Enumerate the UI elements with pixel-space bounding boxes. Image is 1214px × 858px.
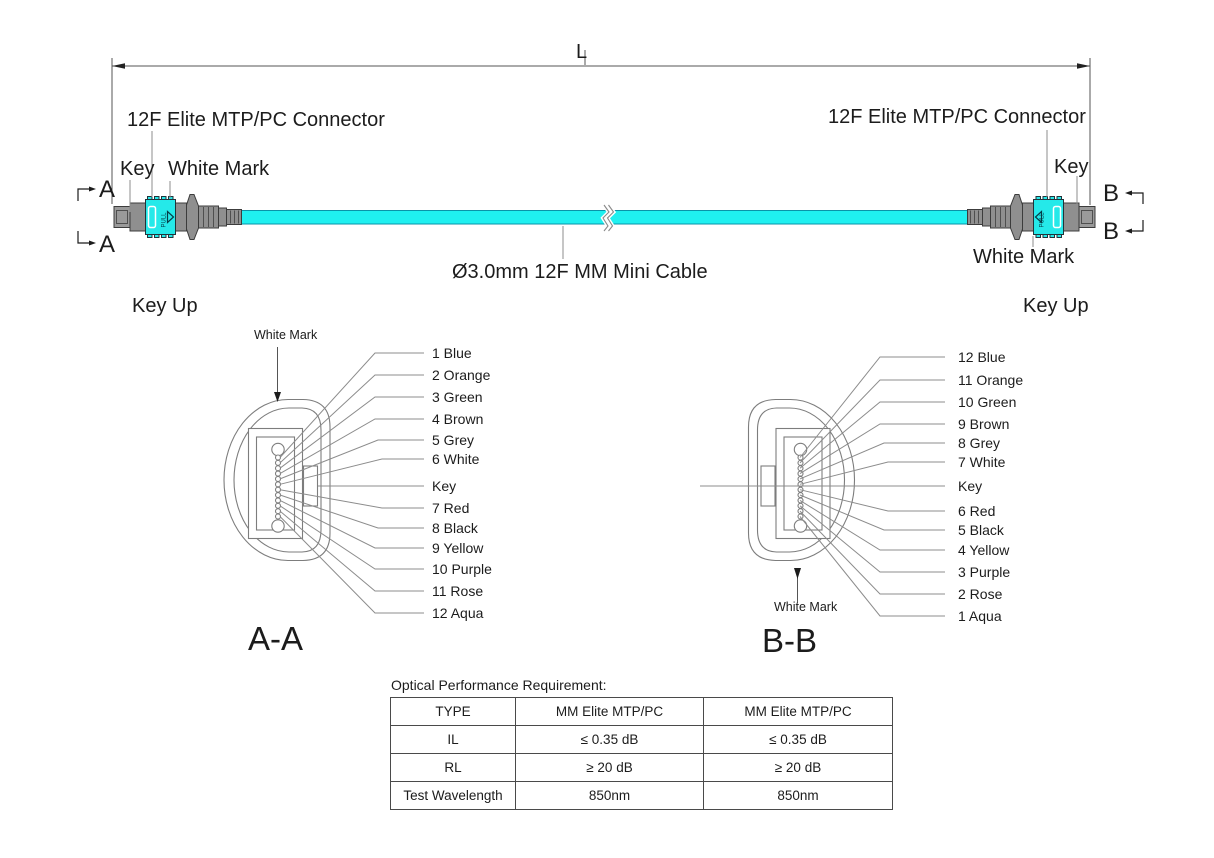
- left-key-up-label: Key Up: [132, 295, 198, 317]
- cell-rl-col1: ≥ 20 dB: [516, 754, 704, 782]
- face-a-fiber-label-9: 9 Yellow: [432, 540, 484, 556]
- face-a-key-label: Key: [432, 478, 457, 494]
- face-b-fiber-label-5: 8 Grey: [958, 435, 1001, 451]
- cell-wavelength-col2: 850nm: [704, 782, 893, 810]
- cell-il-col1: ≤ 0.35 dB: [516, 726, 704, 754]
- face-b-fiber-label-8: 5 Black: [958, 522, 1004, 538]
- face-b-fiber-label-7: 6 Red: [958, 503, 996, 519]
- right-connector-label: 12F Elite MTP/PC Connector: [828, 106, 1086, 128]
- cell-il-header: IL: [391, 726, 516, 754]
- length-dimension-label: L: [576, 41, 588, 63]
- table-row: [391, 726, 893, 754]
- face-a-title: A-A: [248, 620, 304, 657]
- dimension-arrow-right: [1077, 63, 1090, 69]
- table-row: [391, 754, 893, 782]
- cable-drawing: [242, 205, 969, 231]
- cell-wavelength-header: Test Wavelength: [391, 782, 516, 810]
- face-a-fiber-label-2: 2 Orange: [432, 367, 491, 383]
- face-a-fiber-label-8: 8 Black: [432, 520, 478, 536]
- section-letter-a-bottom: A: [99, 231, 116, 258]
- fan-lines-face-b: [700, 357, 945, 616]
- face-b-fiber-label-10: 3 Purple: [958, 564, 1011, 580]
- table-row: [391, 782, 893, 810]
- cable-label: Ø3.0mm 12F MM Mini Cable: [452, 261, 708, 283]
- face-a-fiber-label-3: 3 Green: [432, 389, 483, 405]
- white-mark-arrow-a: [274, 347, 281, 402]
- white-mark-arrow-b: [794, 568, 801, 603]
- cell-il-col2: ≤ 0.35 dB: [704, 726, 893, 754]
- connector-right-drawing: [968, 195, 1096, 240]
- table-row: [391, 698, 893, 726]
- leader-lines: [130, 130, 1077, 259]
- face-a-fiber-label-12: 12 Aqua: [432, 605, 484, 621]
- face-a-white-mark-label: White Mark: [254, 328, 318, 342]
- section-letter-a-top: A: [99, 176, 116, 203]
- cell-type-col1: MM Elite MTP/PC: [516, 698, 704, 726]
- section-letter-b-bottom: B: [1103, 218, 1120, 245]
- face-b-fiber-label-11: 2 Rose: [958, 586, 1003, 602]
- face-a-drawing: [224, 400, 330, 561]
- face-a-fiber-label-1: 1 Blue: [432, 345, 472, 361]
- section-letter-b-top: B: [1103, 180, 1120, 207]
- right-key-up-label: Key Up: [1023, 295, 1089, 317]
- performance-table-heading: Optical Performance Requirement:: [391, 677, 607, 693]
- face-b-drawing: [749, 400, 855, 561]
- right-key-label: Key: [1054, 156, 1089, 178]
- face-a-fiber-label-11: 11 Rose: [432, 583, 484, 599]
- face-b-fiber-label-4: 9 Brown: [958, 416, 1010, 432]
- pull-marking-left: PULL: [161, 212, 168, 228]
- face-a-fiber-label-4: 4 Brown: [432, 411, 484, 427]
- face-b-fiber-label-9: 4 Yellow: [958, 542, 1010, 558]
- face-b-white-mark-label: White Mark: [774, 600, 838, 614]
- pull-marking-right: PULL: [1039, 212, 1046, 228]
- dimension-arrow-left: [112, 63, 125, 69]
- cell-rl-header: RL: [391, 754, 516, 782]
- face-a-fiber-label-6: 6 White: [432, 451, 480, 467]
- performance-table: [390, 697, 893, 810]
- face-b-fiber-label-1: 12 Blue: [958, 349, 1006, 365]
- face-a-fiber-label-10: 10 Purple: [432, 561, 492, 577]
- cell-rl-col2: ≥ 20 dB: [704, 754, 893, 782]
- face-b-fiber-label-12: 1 Aqua: [958, 608, 1002, 624]
- left-connector-label: 12F Elite MTP/PC Connector: [127, 109, 385, 131]
- face-b-fiber-label-6: 7 White: [958, 454, 1006, 470]
- face-b-key-label: Key: [958, 478, 983, 494]
- left-white-mark-label: White Mark: [168, 158, 270, 180]
- face-a-fiber-label-5: 5 Grey: [432, 432, 475, 448]
- face-b-fiber-label-2: 11 Orange: [958, 372, 1024, 388]
- cell-type-header: TYPE: [391, 698, 516, 726]
- right-white-mark-label: White Mark: [973, 246, 1075, 268]
- face-b-fiber-label-3: 10 Green: [958, 394, 1017, 410]
- face-b-title: B-B: [762, 622, 818, 659]
- cell-type-col2: MM Elite MTP/PC: [704, 698, 893, 726]
- cell-wavelength-col1: 850nm: [516, 782, 704, 810]
- left-key-label: Key: [120, 158, 155, 180]
- face-a-fiber-label-7: 7 Red: [432, 500, 470, 516]
- connector-left-drawing: [114, 195, 242, 240]
